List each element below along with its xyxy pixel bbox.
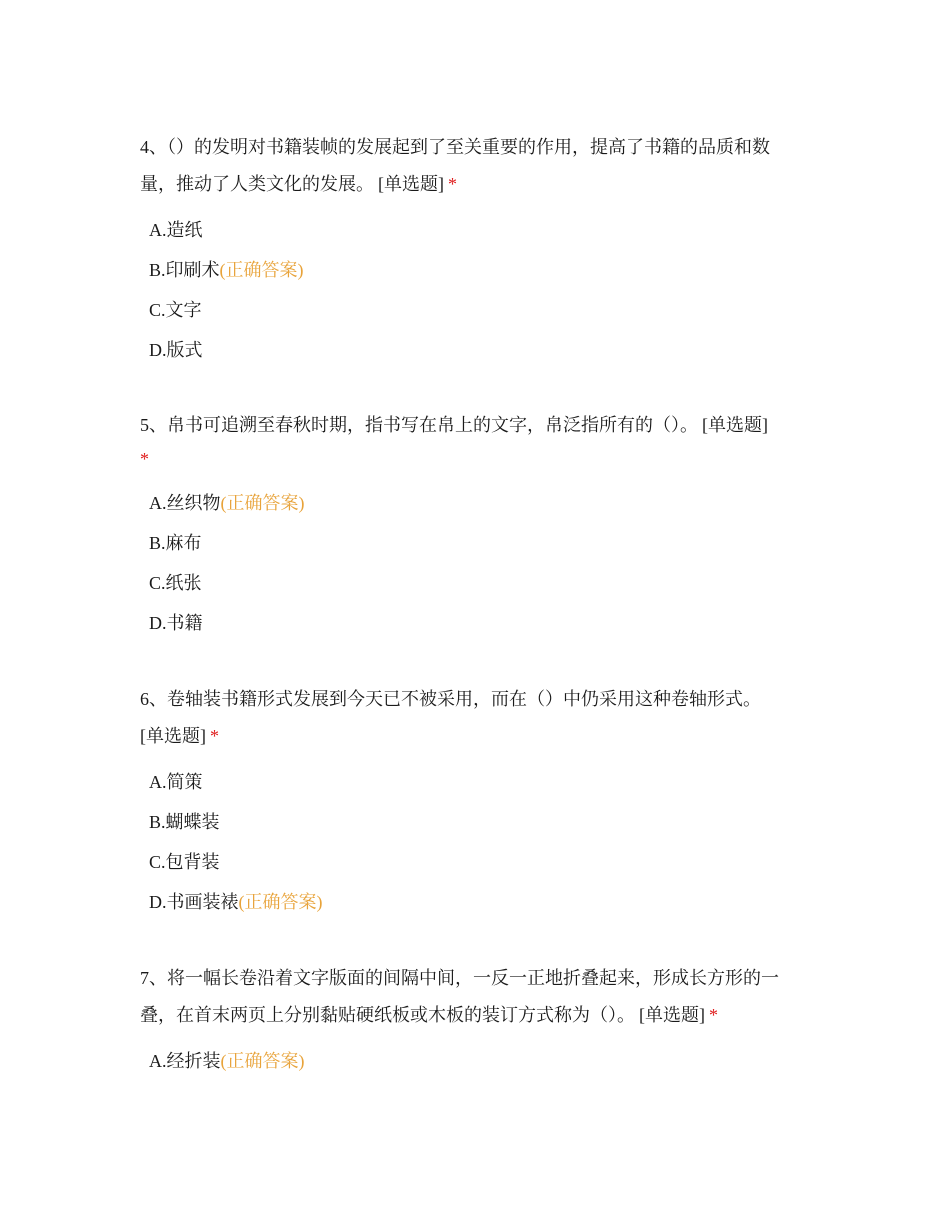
question-text: 卷轴装书籍形式发展到今天已不被采用，而在（）中仍采用这种卷轴形式。 [167,689,761,709]
option-label: A.造纸 [149,220,203,240]
option-d [149,603,805,643]
option-a [149,762,805,802]
question-number: 5、 [140,415,167,435]
question-7 [140,960,805,1081]
question-text: 将一幅长卷沿着文字版面的间隔中间，一反一正地折叠起来，形成长方形的一叠，在首末两页上分别黏贴硬纸板或木板的装订方式称为（）。 [140,968,779,1025]
option-a [149,210,805,250]
option-label: D.书籍 [149,613,203,633]
question-type: [单选题] [378,174,444,194]
option-c [149,842,805,882]
option-list [140,1041,805,1081]
question-number: 7、 [140,968,167,988]
question-4 [140,129,805,370]
option-label: C.文字 [149,300,202,320]
correct-answer-tag: (正确答案) [220,493,305,513]
option-b [149,802,805,842]
option-b [149,523,805,563]
correct-answer-tag: (正确答案) [220,1051,305,1071]
option-d [149,882,805,922]
option-label: B.蝴蝶装 [149,812,220,832]
question-5 [140,408,805,643]
option-label: D.版式 [149,340,203,360]
required-asterisk: * [448,174,457,194]
option-label: C.包背装 [149,852,220,872]
question-type: [单选题] [140,726,206,746]
option-label: A.简策 [149,772,203,792]
option-label: B.印刷术 [149,260,220,280]
option-label: A.丝织物 [149,493,221,513]
option-d [149,330,805,370]
required-asterisk: * [140,449,149,469]
question-type: [单选题] [639,1005,705,1025]
option-label: B.麻布 [149,533,202,553]
question-text: 帛书可追溯至春秋时期，指书写在帛上的文字，帛泛指所有的（）。 [167,415,698,435]
option-list [140,762,805,922]
question-stem [140,129,805,203]
option-list [140,210,805,370]
question-number: 6、 [140,689,167,709]
question-6 [140,681,805,922]
option-c [149,290,805,330]
question-text: （）的发明对书籍装帧的发展起到了至关重要的作用，提高了书籍的品质和数量，推动了人类文化的发展。 [140,137,770,194]
question-number: 4、 [140,137,167,157]
required-asterisk: * [709,1005,718,1025]
correct-answer-tag: (正确答案) [238,892,323,912]
required-asterisk: * [210,726,219,746]
correct-answer-tag: (正确答案) [219,260,304,280]
question-type: [单选题] [702,415,768,435]
option-label: D.书画装裱 [149,892,239,912]
option-b [149,250,805,290]
option-a [149,1041,805,1081]
option-label: C.纸张 [149,573,202,593]
question-stem [140,681,805,755]
option-a [149,483,805,523]
option-c [149,563,805,603]
option-list [140,483,805,643]
question-stem [140,960,805,1034]
question-stem [140,408,805,476]
option-label: A.经折装 [149,1051,221,1071]
